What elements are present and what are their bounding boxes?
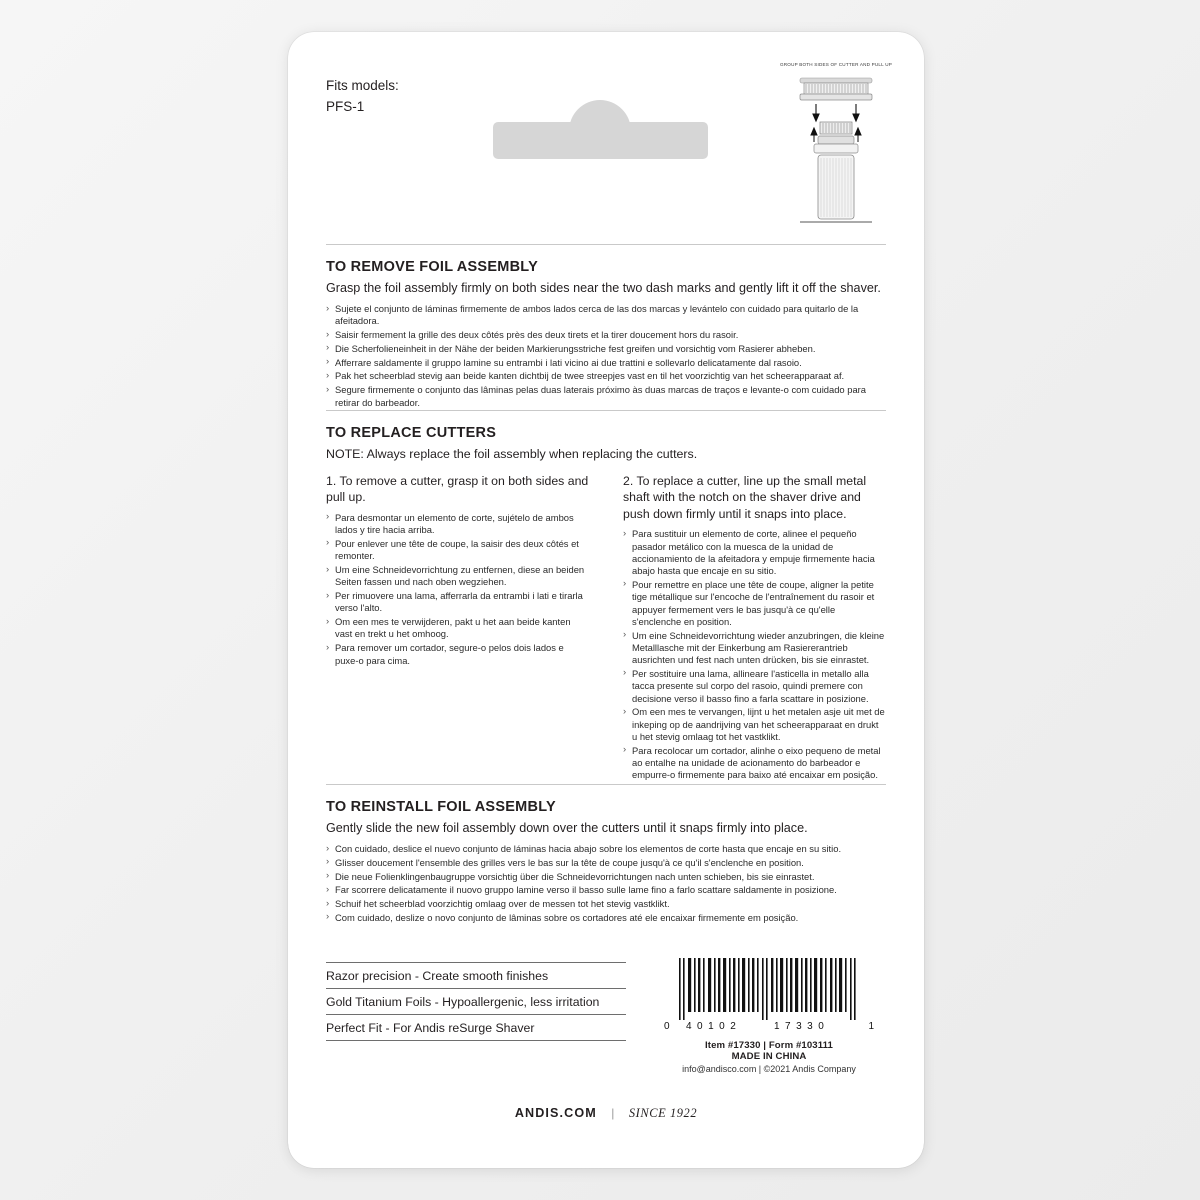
list-item: › Afferrare saldamente il gruppo lamine su entrambi i lati vicino ai due trattini e sollevarlo delicatamente dal rasoio. <box>326 357 886 369</box>
section-reinstall-foil <box>326 784 886 926</box>
feature-item: Perfect Fit - For Andis reSurge Shaver <box>326 1015 626 1041</box>
hang-hole-tab <box>493 122 708 159</box>
list-item: › Um eine Schneidevorrichtung zu entfernen, diese an beiden Seiten fassen und nach oben wegziehen. <box>326 564 589 589</box>
section-divider <box>326 244 886 245</box>
exploded-assembly-diagram <box>778 62 894 247</box>
list-item: › Per rimuovere una lama, afferrarla da entrambi i lati e tirarla verso l'alto. <box>326 590 589 615</box>
package-back-panel <box>288 32 924 1168</box>
replace-step-2-translations <box>623 528 886 781</box>
replace-step-1 <box>326 473 589 783</box>
barcode-image <box>671 958 867 1020</box>
fits-models <box>326 75 399 117</box>
reinstall-title: TO REINSTALL FOIL ASSEMBLY <box>326 799 556 815</box>
list-item: › Con cuidado, deslice el nuevo conjunto de láminas hacia abajo sobre los elementos de corte hasta que encaje en su sitio. <box>326 843 886 855</box>
remove-title: TO REMOVE FOIL ASSEMBLY <box>326 259 539 275</box>
barcode-digits <box>664 1021 874 1033</box>
feature-item: Gold Titanium Foils - Hypoallergenic, less irritation <box>326 989 626 1015</box>
replace-note: NOTE: Always replace the foil assembly when replacing the cutters. <box>326 447 698 461</box>
since-tagline: SINCE 1922 <box>628 1106 698 1120</box>
section-divider <box>326 410 886 411</box>
remove-lead: Grasp the foil assembly firmly on both sides near the two dash marks and gently lift it off the shaver. <box>326 281 881 295</box>
replace-title: TO REPLACE CUTTERS <box>326 425 497 441</box>
list-item: › Um eine Schneidevorrichtung wieder anzubringen, die kleine Metalllasche mit der Einkerbung am Rasiererantrieb ausrichten und fest nach unten drücken, bis sie einrastet. <box>623 630 886 667</box>
feature-list <box>326 962 626 1041</box>
contact-copyright: info@andisco.com | ©2021 Andis Company <box>682 1064 856 1074</box>
replace-step-1-text: 1. To remove a cutter, grasp it on both sides and pull up. <box>326 474 589 505</box>
list-item: › Per sostituire una lama, allineare l'asticella in metallo alla tacca presente sul corpo del rasoio, quindi premere con decisione verso il basso fino a farla scattare in posizione. <box>623 668 886 705</box>
fits-models-label: Fits models: <box>326 78 399 93</box>
section-divider <box>326 784 886 785</box>
list-item: › Sujete el conjunto de láminas firmemente de ambos lados cerca de las dos marcas y levántelo con cuidado para quitarlo de la afeitadora. <box>326 303 886 328</box>
list-item: › Segure firmemente o conjunto das lâminas pelas duas laterais próximo às duas marcas de traços e levante-o com cuidado para retirar do barbeador. <box>326 384 886 409</box>
list-item: › Die Scherfolieneinheit in der Nähe der beiden Markierungsstriche fest greifen und vorsichtig vom Rasierer abheben. <box>326 343 886 355</box>
replace-step-2-text: 2. To replace a cutter, line up the small metal shaft with the notch on the shaver drive and push down firmly until it snaps into place. <box>623 474 867 521</box>
barcode-digit-end: 1 <box>868 1021 874 1032</box>
list-item: › Pak het scheerblad stevig aan beide kanten dichtbij de twee streepjes vast en til het voorzichtig van het scheerapparaat af. <box>326 370 886 382</box>
list-item: › Para recolocar um cortador, alinhe o eixo pequeno de metal ao entalhe na unidade de acionamento do barbeador e empurre-o firmemente para baixo até encaixar em posição. <box>623 745 886 782</box>
item-form-number: Item #17330 | Form #103111 <box>705 1040 833 1051</box>
section-replace-cutters <box>326 410 886 783</box>
footer-brand <box>288 1104 924 1122</box>
list-item: › Pour enlever une tête de coupe, la saisir des deux côtés et remonter. <box>326 538 589 563</box>
list-item: › Para remover um cortador, segure-o pelos dois lados e puxe-o para cima. <box>326 642 589 667</box>
replace-columns <box>326 473 886 783</box>
barcode-block <box>654 958 884 1074</box>
footer-divider: | <box>611 1106 615 1120</box>
list-item: › Die neue Folienklingenbaugruppe vorsichtig über die Schneidevorrichtungen nach unten schieben, bis sie einrastet. <box>326 871 886 883</box>
barcode-digit-start: 0 <box>664 1021 670 1032</box>
list-item: › Far scorrere delicatamente il nuovo gruppo lamine verso il basso sulle lame fino a farlo scattare saldamente in posizione. <box>326 884 886 896</box>
reinstall-lead: Gently slide the new foil assembly down over the cutters until it snaps firmly into place. <box>326 821 808 835</box>
list-item: › Om een mes te verwijderen, pakt u het aan beide kanten vast en trekt u het omhoog. <box>326 616 589 641</box>
diagram-caption: GROUP BOTH SIDES OF CUTTER AND PULL UP <box>780 62 892 67</box>
list-item: › Om een mes te vervangen, lijnt u het metalen asje uit met de inkeping op de aandrijving van het scheerapparaat en drukt u het stevig omlaag tot het vastklikt. <box>623 706 886 743</box>
replace-step-1-translations <box>326 512 589 667</box>
barcode-group-right: 17330 <box>774 1021 830 1032</box>
reinstall-translations <box>326 843 886 924</box>
brand-website: ANDIS.COM <box>514 1106 597 1120</box>
replace-step-2 <box>623 473 886 783</box>
fits-models-value: PFS-1 <box>326 99 365 114</box>
list-item: › Pour remettre en place une tête de coupe, aligner la petite tige métallique sur l'encoche de l'entraînement du rasoir et appuyer fermement vers le bas jusqu'à ce qu'elle s'enclenche en position. <box>623 579 886 628</box>
made-in-label: MADE IN CHINA <box>731 1051 807 1062</box>
diagram-illustration <box>778 62 894 247</box>
remove-translations <box>326 303 886 409</box>
list-item: › Para desmontar un elemento de corte, sujételo de ambos lados y tire hacia arriba. <box>326 512 589 537</box>
list-item: › Para sustituir un elemento de corte, alinee el pequeño pasador metálico con la muesca de la unidad de accionamiento de la afeitadora y empuje firmemente hacia abajo hasta que encaje en su sitio. <box>623 528 886 577</box>
list-item: › Glisser doucement l'ensemble des grilles vers le bas sur la tête de coupe jusqu'à ce qu'il s'enclenche en position. <box>326 857 886 869</box>
list-item: › Saisir fermement la grille des deux côtés près des deux tirets et la tirer doucement hors du rasoir. <box>326 329 886 341</box>
feature-item: Razor precision - Create smooth finishes <box>326 962 626 989</box>
section-remove-foil <box>326 244 886 410</box>
list-item: › Com cuidado, deslize o novo conjunto de lâminas sobre os cortadores até ele encaixar firmemente em posição. <box>326 912 886 924</box>
barcode-group-left: 40102 <box>686 1021 742 1032</box>
list-item: › Schuif het scheerblad voorzichtig omlaag over de messen tot het stevig vastklikt. <box>326 898 886 910</box>
